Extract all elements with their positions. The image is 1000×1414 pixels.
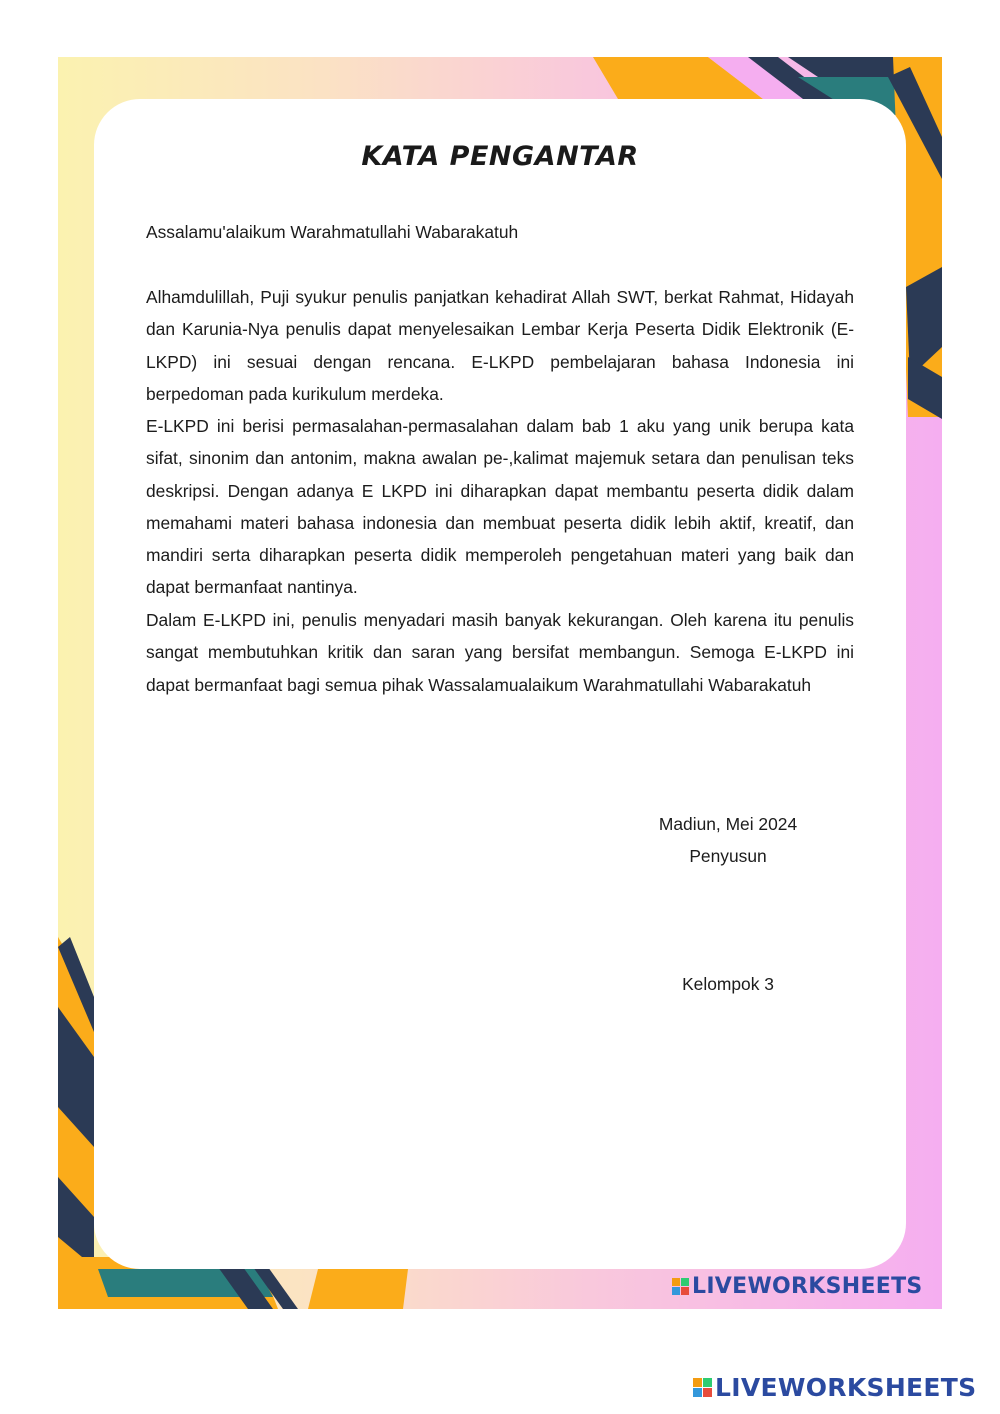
page-title: KATA PENGANTAR xyxy=(361,141,639,172)
liveworksheets-logo-outer[interactable] xyxy=(693,1373,976,1402)
signature-role: Penyusun xyxy=(689,846,767,866)
logo-text-outer: LIVEWORKSHEETS xyxy=(715,1373,977,1402)
logo-text-inner: LIVEWORKSHEETS xyxy=(692,1274,923,1299)
greeting-text: Assalamu'alaikum Warahmatullahi Wabarakatuh xyxy=(146,222,519,242)
liveworksheets-logo-icon xyxy=(672,1278,689,1295)
liveworksheets-logo-inner xyxy=(672,1274,923,1299)
signature-place-date: Madiun, Mei 2024 xyxy=(658,814,798,834)
paragraph-2: E-LKPD ini berisi permasalahan-permasalahan dalam bab 1 aku yang unik berupa kata sifat, sinonim dan antonim, makna awalan pe-,kalimat majemuk setara dan penulisan teks deskripsi. Dengan adanya E LKPD ini diharapkan dapat membantu peserta didik dalam memahami materi bahasa indonesia dan membuat peserta didik lebih aktif, kreatif, dan mandiri serta diharapkan peserta didik memperoleh pengetahuan materi yang baik dan dapat bermanfaat nantinya. xyxy=(146,416,854,598)
paragraph-3: Dalam E-LKPD ini, penulis menyadari masih banyak kekurangan. Oleh karena itu penulis sangat membutuhkan kritik dan saran yang bersifat membangun. Semoga E-LKPD ini dapat bermanfaat bagi semua pihak Wassalamualaikum Warahmatullahi Wabarakatuh xyxy=(146,610,854,695)
paragraph-1: Alhamdulillah, Puji syukur penulis panjatkan kehadirat Allah SWT, berkat Rahmat, Hidayah dan Karunia-Nya penulis dapat menyelesaikan Lembar Kerja Peserta Didik Elektronik (E-LKPD) ini sesuai dengan rencana. E-LKPD pembelajaran bahasa Indonesia ini berpedoman pada kurikulum merdeka. xyxy=(146,287,854,404)
liveworksheets-logo-icon xyxy=(693,1378,712,1397)
signature-name: Kelompok 3 xyxy=(682,974,774,994)
